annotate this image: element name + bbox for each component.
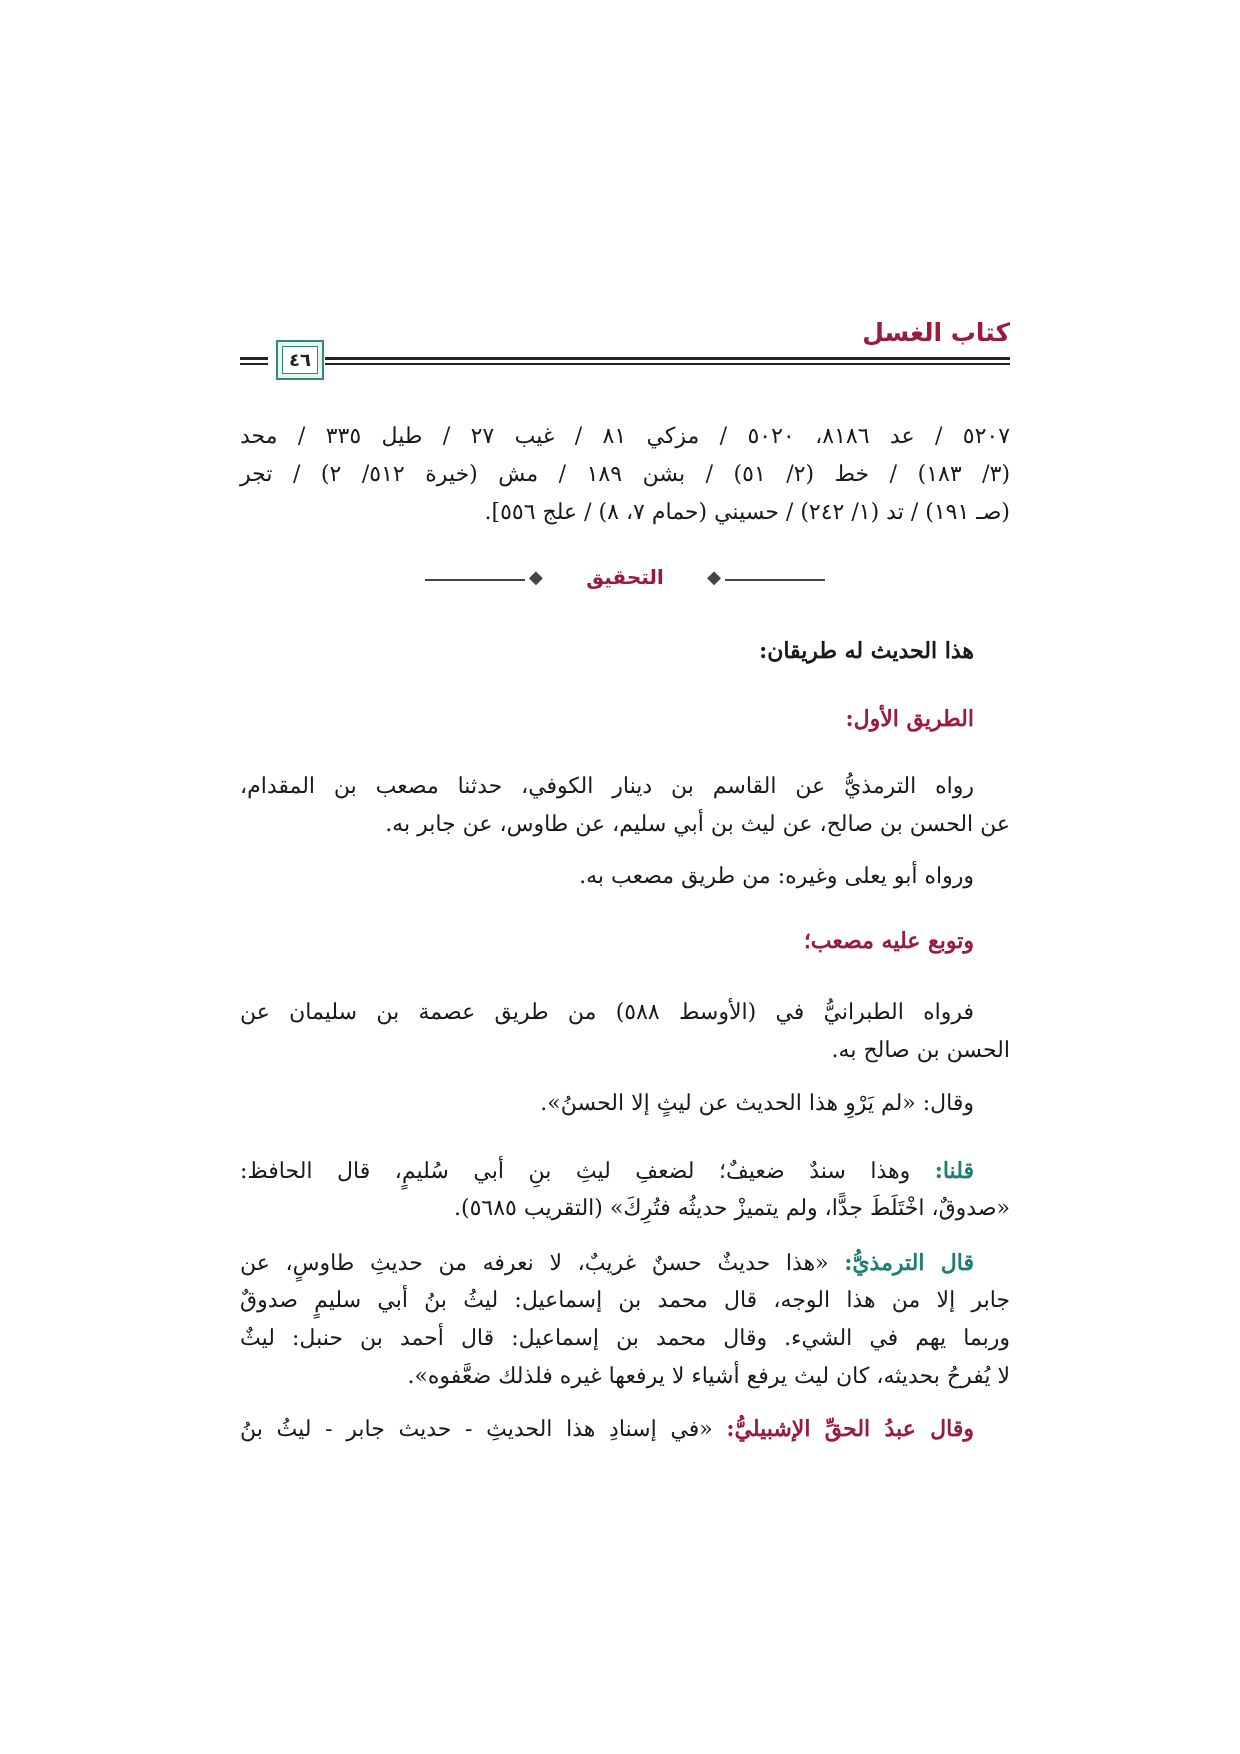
text-line: رواه الترمذيُّ عن القاسم بن دينار الكوفي، حدثنا مصعب بن المقدام،: [240, 774, 974, 799]
section-title: التحقيق: [586, 565, 664, 589]
paragraph-3: [240, 994, 1010, 1070]
paragraph-6: [240, 1244, 1010, 1396]
text-line: فرواه الطبرانيُّ في (الأوسط ٥٨٨) من طريق عصمة بن سليمان عن: [240, 1000, 974, 1025]
inline-text: «هذا حديثٌ حسنٌ غريبٌ، لا نعرفه من حديثِ طاوسٍ، عن: [240, 1251, 829, 1276]
text-line: [240, 1244, 1010, 1282]
intro-heading: هذا الحديث له طريقان:: [759, 638, 974, 664]
page-number-badge: [276, 340, 324, 380]
paragraph-5: [240, 1152, 1010, 1228]
page-header: [240, 318, 1010, 388]
intro-block: [240, 632, 1010, 670]
header-rule: [325, 357, 1010, 360]
reference-line: (صـ ١٩١) / تد (١/ ٢٤٢) / حسيني (حمام ٧، ٨) / علج ٥٥٦].: [484, 500, 1010, 525]
header-rule-left: [240, 357, 268, 360]
text-line: [240, 1152, 1010, 1190]
ornament-icon: ◆: [707, 567, 721, 588]
text-line: الحسن بن صالح به.: [831, 1038, 1010, 1063]
reference-line: ٥٢٠٧ / عد ٨١٨٦، ٥٠٢٠ / مزكي ٨١ / غيب ٢٧ / طيل ٣٣٥ / محد: [240, 424, 1011, 449]
text-line: عن الحسن بن صالح، عن ليث بن أبي سليم، عن طاوس، عن جابر به.: [385, 812, 1010, 837]
text-line: «صدوقٌ، اخْتَلَطَ جدًّا، ولم يتميزْ حديثُه فتُرِكَ» (التقريب ٥٦٨٥).: [454, 1196, 1010, 1221]
sub-heading-block: [240, 922, 1010, 960]
reference-line: (٣/ ١٨٣) / خط (٢/ ٥١) / بشن ١٨٩ / مش (خيرة ٥١٢/ ٢) / تجر: [240, 462, 1011, 487]
text-line: ورواه أبو يعلى وغيره: من طريق مصعب به.: [579, 864, 974, 889]
inline-label: قلنا:: [934, 1158, 974, 1184]
divider-line-right: [725, 579, 825, 581]
text-line: جابر إلا من هذا الوجه، قال محمد بن إسماعيل: ليثُ بنُ أبي سليمٍ صدوقٌ: [240, 1288, 1010, 1313]
paragraph-4: [240, 1085, 1010, 1123]
text-line: [240, 1410, 1010, 1448]
section-divider: [425, 565, 825, 595]
text-line: وقال: «لم يَرْوِ هذا الحديث عن ليثٍ إلا الحسنُ».: [540, 1091, 974, 1116]
header-rule-thin: [325, 363, 1010, 365]
paragraph-7: [240, 1410, 1010, 1448]
inline-text: «في إسنادِ هذا الحديثِ - حديث جابر - ليثُ بنُ: [240, 1417, 713, 1442]
header-rule-left-thin: [240, 363, 268, 365]
inline-label: وقال عبدُ الحقِّ الإشبيليُّ:: [726, 1416, 974, 1442]
first-path-heading: الطريق الأول:: [845, 706, 974, 732]
inline-label: قال الترمذيُّ:: [844, 1250, 974, 1276]
book-title: كتاب الغسل: [862, 318, 1010, 347]
page-number: ٤٦: [282, 346, 318, 374]
paragraph-1: [240, 768, 1010, 844]
inline-text: وهذا سندٌ ضعيفٌ؛ لضعفِ ليثِ بنِ أبي سُليمٍ، قال الحافظ:: [240, 1159, 911, 1184]
ornament-icon: ◆: [529, 567, 543, 588]
references-block: [240, 418, 1010, 532]
paragraph-2: [240, 858, 1010, 896]
sub-heading: وتوبع عليه مصعب؛: [803, 928, 974, 954]
text-line: وربما يهم في الشيء. وقال محمد بن إسماعيل: قال أحمد بن حنبل: ليثٌ: [240, 1326, 1010, 1351]
first-path-block: [240, 700, 1010, 738]
text-line: لا يُفرحُ بحديثه، كان ليث يرفع أشياء لا يرفعها غيره فلذلك ضعَّفوه».: [407, 1364, 1010, 1389]
